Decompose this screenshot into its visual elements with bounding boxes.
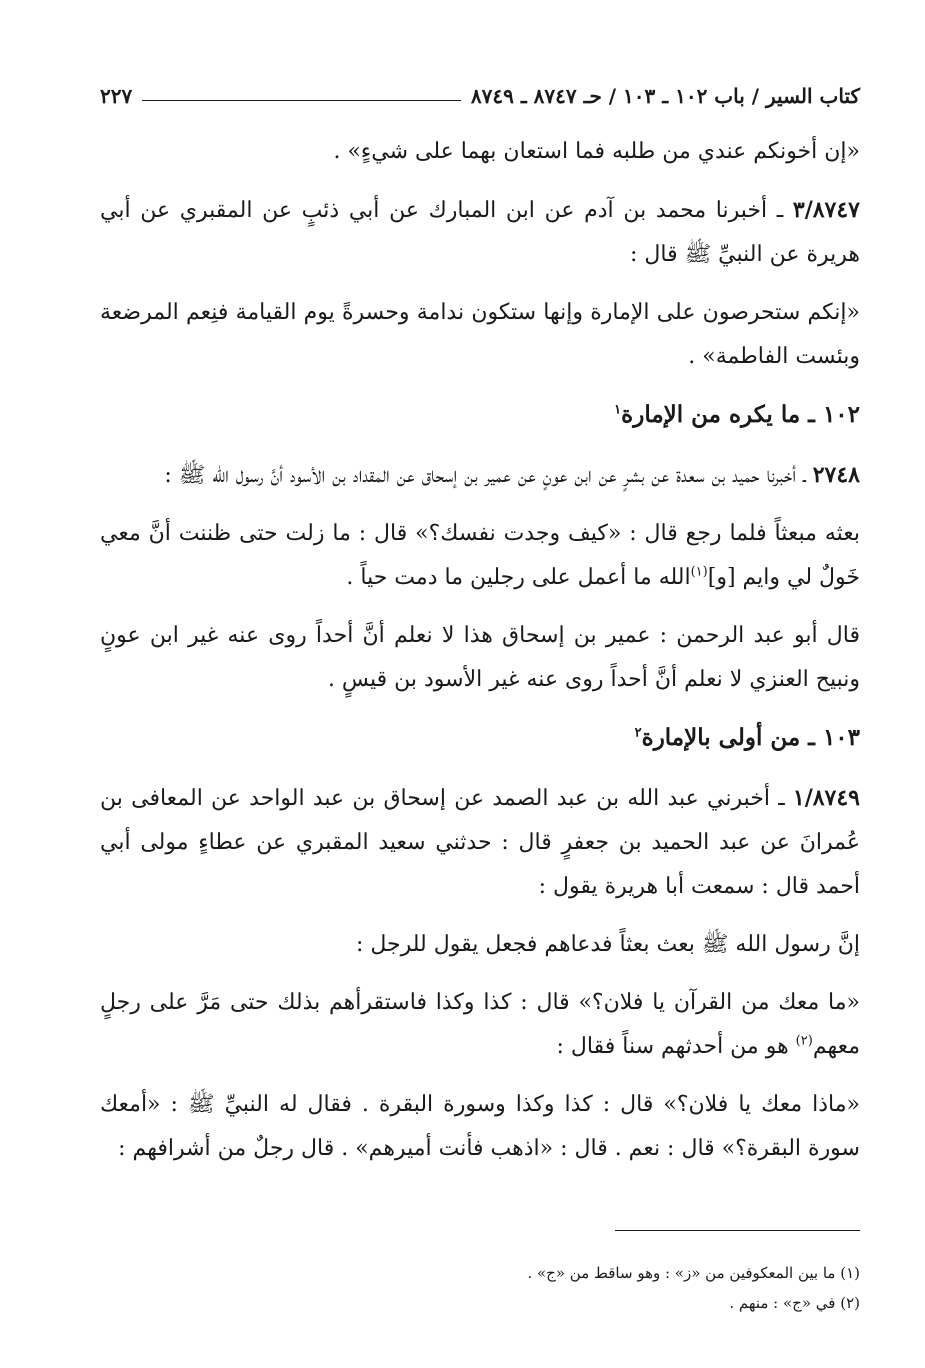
paragraph xyxy=(100,981,860,1069)
paragraph xyxy=(100,614,860,702)
paragraph-text: بعثه مبعثاً فلما رجع قال : «كيف وجدت نفسك؟» قال : ما زلت حتى ظننت أنَّ معي خَولٌ لي وايم [و] xyxy=(100,521,860,590)
paragraph xyxy=(100,291,860,379)
chapter-heading-102 xyxy=(100,393,860,437)
running-title: كتاب السير / باب ١٠٢ ـ ١٠٣ / حـ ٨٧٤٧ ـ ٨٧٤٩ xyxy=(470,84,860,108)
chapter-heading-103 xyxy=(100,716,860,760)
header-rule xyxy=(142,100,461,101)
paragraph-text: إنَّ رسول الله ﷺ بعث بعثاً فدعاهم فجعل يقول للرجل : xyxy=(355,932,860,957)
footnote-2: (٢) في «ج» : منهم . xyxy=(729,1294,860,1312)
paragraph-text: هو من أحدثهم سناً فقال : xyxy=(556,1034,796,1059)
paragraph xyxy=(100,923,860,967)
hadith-number: ٢٧٤٨ xyxy=(812,462,860,488)
paragraph xyxy=(100,130,860,174)
hadith-number: ٣/٨٧٤٧ xyxy=(792,197,860,223)
hadith-8747 xyxy=(100,188,860,277)
hadith-text: ـ أخبرني عبد الله بن عبد الصمد عن إسحاق بن عبد الواحد عن المعافى بن عُمرانَ عن عبد الحميد بن جعفرٍ قال : حدثني سعيد المقبري عن عطاءٍ مولى أبي أحمد قال : سمعت أبا هريرة يقول : xyxy=(100,786,860,899)
paragraph-text: قال أبو عبد الرحمن : عمير بن إسحاق هذا لا نعلم أنَّ أحداً روى عنه غير ابن عونٍ ونبيح العنزي لا نعلم أنَّ أحداً روى عنه غير الأسود بن قيسٍ . xyxy=(100,623,860,692)
paragraph-text: «إنكم ستحرصون على الإمارة وإنها ستكون ندامة وحسرةً يوم القيامة فنِعم المرضعة وبئست الفاطمة» . xyxy=(100,300,860,369)
paragraph-text: «ما معك من القرآن يا فلان؟» قال : كذا وكذا فاستقرأهم بذلك حتى مَرَّ على رجلٍ معهم xyxy=(100,990,860,1059)
footnote-separator xyxy=(615,1230,860,1231)
footnote-1: (١) ما بين المعكوفين من «ز» : وهو ساقط من «ج» . xyxy=(527,1264,860,1282)
paragraph xyxy=(100,1083,860,1171)
chapter-note-mark: ١ xyxy=(614,402,622,418)
chapter-title: ١٠٣ ـ من أولى بالإمارة xyxy=(641,724,860,751)
running-header xyxy=(100,70,860,108)
footnote-ref: (٢) xyxy=(795,1033,813,1049)
hadith-text: ـ أخبرنا حميد بن سعدة عن بشرٍ عن ابن عونٍ عن عمير بن إسحاق عن المقداد بن الأسود أنَّ رسول الله ﷺ : xyxy=(164,463,813,488)
hadith-2748 xyxy=(100,453,860,498)
page xyxy=(100,70,860,1185)
hadith-number: ١/٨٧٤٩ xyxy=(792,785,860,811)
paragraph-text: «ماذا معك يا فلان؟» قال : كذا وكذا وسورة البقرة . فقال له النبيِّ ﷺ : «أمعك سورة البقرة؟» قال : نعم . قال : «اذهب فأنت أميرهم» . قال رجلٌ من أشرافهم : xyxy=(100,1092,860,1161)
page-number: ٢٢٧ xyxy=(100,84,133,108)
hadith-8749 xyxy=(100,776,860,909)
hadith-text: ـ أخبرنا محمد بن آدم عن ابن المبارك عن أبي ذئبٍ عن المقبري عن أبي هريرة عن النبيِّ ﷺ قال : xyxy=(100,198,860,267)
main-text xyxy=(100,130,860,1171)
paragraph-text: «إن أخونكم عندي من طلبه فما استعان بهما على شيءٍ» . xyxy=(333,139,860,164)
footnotes xyxy=(100,1258,860,1318)
paragraph-text: الله ما أعمل على رجلين ما دمت حياً . xyxy=(346,565,691,590)
chapter-note-mark: ٢ xyxy=(634,725,642,741)
paragraph xyxy=(100,512,860,600)
chapter-title: ١٠٢ ـ ما يكره من الإمارة xyxy=(621,401,860,428)
footnote-ref: (١) xyxy=(690,564,708,580)
